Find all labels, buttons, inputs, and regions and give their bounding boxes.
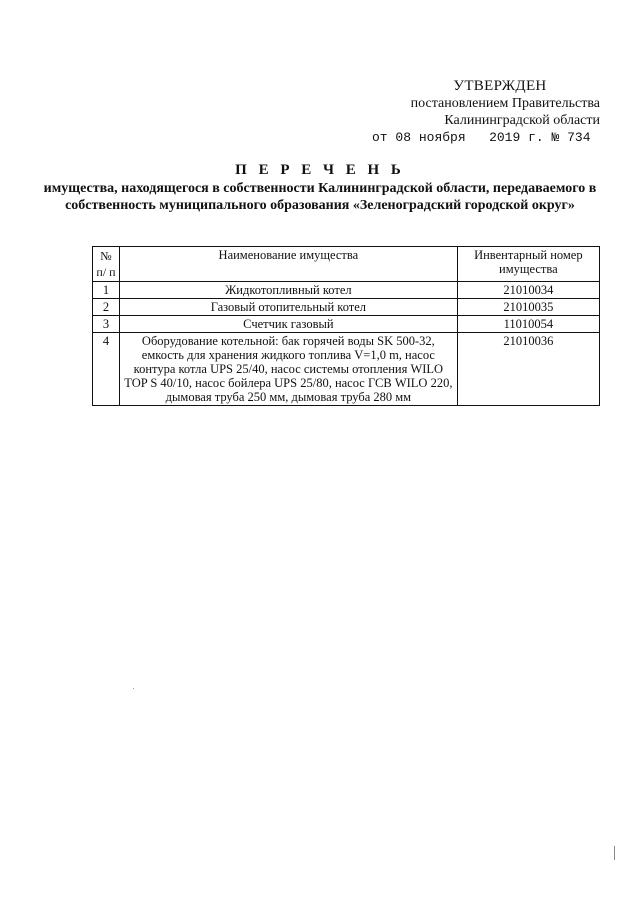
row-inventory: 21010034	[457, 282, 599, 299]
date-day: 08	[395, 130, 412, 145]
table-row	[93, 316, 600, 333]
row-name: Жидкотопливный котел	[120, 282, 458, 299]
approval-line-1: постановлением Правительства	[410, 96, 600, 111]
row-name: Счетчик газовый	[120, 316, 458, 333]
document-title: П Е Р Е Ч Е Н Ь	[235, 162, 405, 178]
row-inventory: 21010036	[457, 333, 599, 406]
row-name: Газовый отопительный котел	[120, 299, 458, 316]
approval-date-line	[370, 129, 600, 146]
date-prefix: от	[372, 130, 388, 145]
scan-edge-mark	[614, 846, 615, 860]
property-table	[92, 246, 600, 406]
header-inventory: Инвентарный номер имущества	[457, 247, 599, 282]
table-row	[93, 282, 600, 299]
approval-block	[370, 78, 600, 146]
document-subtitle: имущества, находящегося в собственности Калининградской области, передаваемого в собственность муниципального образования «Зеленоградский городской округ»	[43, 181, 597, 213]
table-row	[93, 299, 600, 316]
table-row	[93, 333, 600, 406]
scan-speck	[133, 688, 134, 689]
row-num: 3	[93, 316, 120, 333]
header-num: № п/ п	[93, 247, 120, 282]
approval-stamp: УТВЕРЖДЕН	[453, 78, 547, 94]
document-heading	[0, 160, 640, 214]
row-inventory: 21010035	[457, 299, 599, 316]
row-num: 4	[93, 333, 120, 406]
table-header-row	[93, 247, 600, 282]
header-name: Наименование имущества	[120, 247, 458, 282]
decree-number: 734	[567, 130, 591, 145]
date-month: ноября	[418, 130, 466, 145]
approval-line-2: Калининградской области	[444, 113, 600, 128]
row-inventory: 11010054	[457, 316, 599, 333]
row-num: 1	[93, 282, 120, 299]
row-num: 2	[93, 299, 120, 316]
row-name: Оборудование котельной: бак горячей воды SK 500-32, емкость для хранения жидкого топлива V=1,0 m, насос контура котла UPS 25/40, насос системы отопления WILO TOP S 40/10, насос бойлера UPS 25/80, насос ГСВ WILO 220, дымовая труба 250 мм, дымовая труба 280 мм	[120, 333, 458, 406]
date-year: 2019 г. №	[489, 130, 560, 145]
